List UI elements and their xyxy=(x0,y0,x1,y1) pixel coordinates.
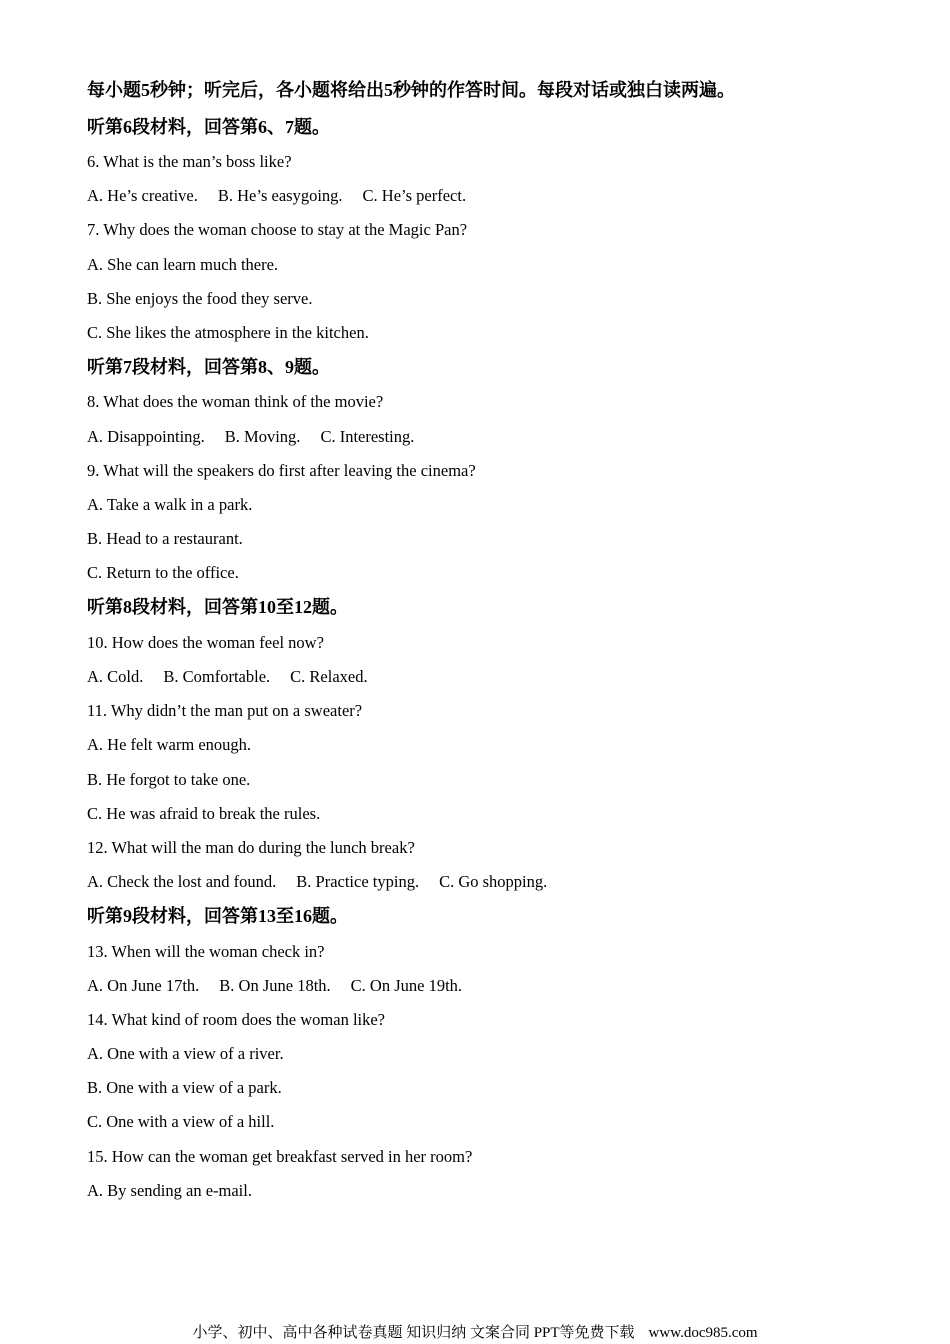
question-12-options xyxy=(87,872,547,892)
question-8-options xyxy=(87,427,414,447)
question-12-stem: 12. What will the man do during the lunch break? xyxy=(87,838,415,857)
question-10-options xyxy=(87,667,368,687)
question-14-option-b: B. One with a view of a park. xyxy=(87,1078,282,1097)
instructions-text: 每小题5秒钟；听完后，各小题将给出5秒钟的作答时间。每段对话或独白读两遍。 xyxy=(87,80,735,100)
footer-site-link[interactable]: www.doc985.com xyxy=(648,1325,758,1341)
section-heading-7: 听第7段材料，回答第8、9题。 xyxy=(87,357,330,377)
question-7-option-b: B. She enjoys the food they serve. xyxy=(87,289,313,308)
question-14-option-c: C. One with a view of a hill. xyxy=(87,1112,275,1131)
option-b: B. Practice typing. xyxy=(296,872,420,891)
question-7-option-a: A. She can learn much there. xyxy=(87,255,279,274)
question-11-option-b: B. He forgot to take one. xyxy=(87,770,251,789)
section-heading-6: 听第6段材料，回答第6、7题。 xyxy=(87,117,330,137)
question-8-stem: 8. What does the woman think of the movie? xyxy=(87,392,384,411)
option-b: B. He’s easygoing. xyxy=(217,186,343,205)
question-9-stem: 9. What will the speakers do first after leaving the cinema? xyxy=(87,461,476,480)
option-a: A. On June 17th. xyxy=(87,976,200,995)
option-c: C. On June 19th. xyxy=(350,976,463,995)
question-10-stem: 10. How does the woman feel now? xyxy=(87,633,324,652)
option-b: B. On June 18th. xyxy=(219,976,331,995)
question-13-options xyxy=(87,976,462,996)
section-heading-9: 听第9段材料，回答第13至16题。 xyxy=(87,906,348,926)
option-a: A. Check the lost and found. xyxy=(87,872,277,891)
question-7-option-c: C. She likes the atmosphere in the kitchen. xyxy=(87,323,369,342)
page-footer xyxy=(0,1324,950,1342)
option-c: C. He’s perfect. xyxy=(362,186,467,205)
question-15-stem: 15. How can the woman get breakfast served in her room? xyxy=(87,1147,473,1166)
footer-text: 小学、初中、高中各种试卷真题 知识归纳 文案合同 PPT等免费下载 xyxy=(192,1325,635,1341)
question-11-option-c: C. He was afraid to break the rules. xyxy=(87,804,321,823)
option-c: C. Go shopping. xyxy=(439,872,548,891)
section-heading-8: 听第8段材料，回答第10至12题。 xyxy=(87,597,348,617)
question-6-options xyxy=(87,186,466,206)
question-7-stem: 7. Why does the woman choose to stay at the Magic Pan? xyxy=(87,220,468,239)
question-14-stem: 14. What kind of room does the woman like? xyxy=(87,1010,386,1029)
option-a: A. Disappointing. xyxy=(87,427,205,446)
question-9-option-b: B. Head to a restaurant. xyxy=(87,529,243,548)
option-a: A. Cold. xyxy=(87,667,144,686)
question-9-option-a: A. Take a walk in a park. xyxy=(87,495,253,514)
option-c: C. Relaxed. xyxy=(290,667,368,686)
question-11-option-a: A. He felt warm enough. xyxy=(87,735,252,754)
option-b: B. Comfortable. xyxy=(163,667,271,686)
question-11-stem: 11. Why didn’t the man put on a sweater? xyxy=(87,701,363,720)
question-6-stem: 6. What is the man’s boss like? xyxy=(87,152,292,171)
question-9-option-c: C. Return to the office. xyxy=(87,563,239,582)
question-15-option-a: A. By sending an e-mail. xyxy=(87,1181,252,1200)
question-13-stem: 13. When will the woman check in? xyxy=(87,942,325,961)
option-a: A. He’s creative. xyxy=(87,186,198,205)
option-b: B. Moving. xyxy=(224,427,301,446)
question-14-option-a: A. One with a view of a river. xyxy=(87,1044,284,1063)
option-c: C. Interesting. xyxy=(320,427,415,446)
